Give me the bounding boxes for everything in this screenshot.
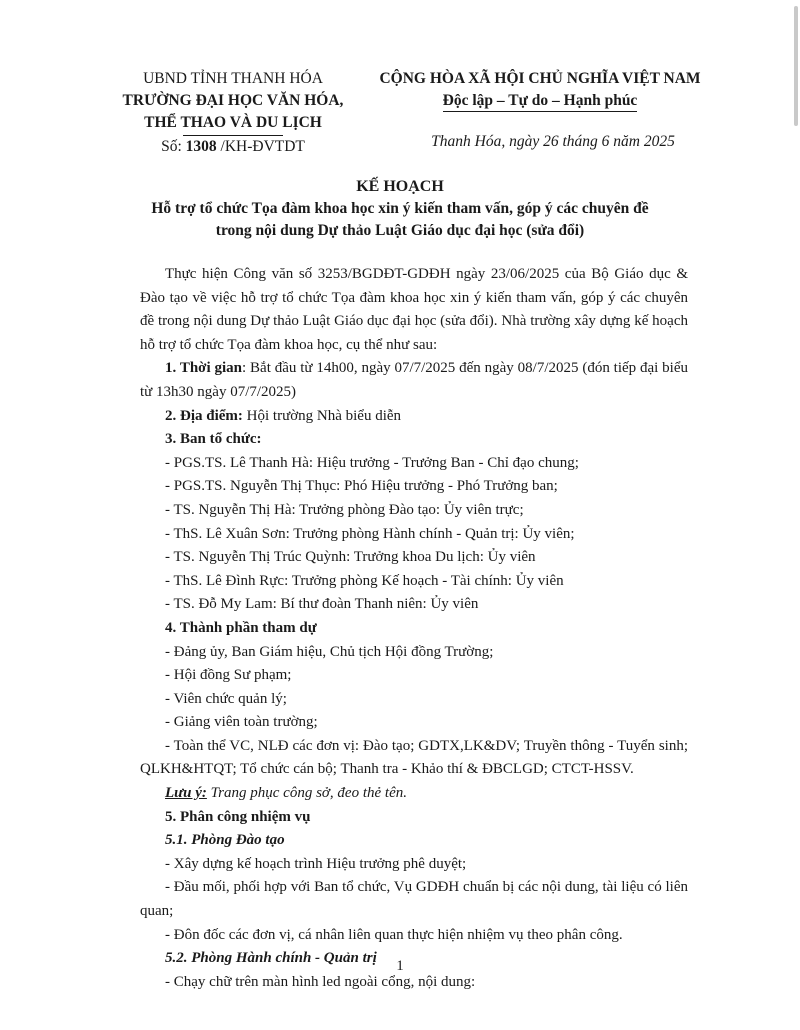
title-main: KẾ HOẠCH (356, 178, 444, 195)
assignment-sub-heading: 5.2. Phòng Hành chính - Quản trị (165, 950, 377, 967)
committee-member: - PGS.TS. Nguyễn Thị Thục: Phó Hiệu trưởng - Phó Trưởng ban; (165, 478, 558, 495)
committee-member: - ThS. Lê Xuân Sơn: Trưởng phòng Hành chính - Quản trị: Ủy viên; (165, 525, 575, 542)
participant-item: - Toàn thể VC, NLĐ các đơn vị: Đào tạo; GDTX,LK&DV; Truyền thông - Tuyển sinh; QLKH&HTQT; Tổ chức cán bộ; Thanh tra - Khảo thí & ĐBCLGD; CTCT-HSSV. (140, 737, 688, 778)
title-sub-line1: Hỗ trợ tổ chức Tọa đàm khoa học xin ý kiến tham vấn, góp ý các chuyên đề (151, 200, 649, 217)
participants-heading: 4. Thành phần tham dự (165, 619, 317, 636)
assignment-item: - Chạy chữ trên màn hình led ngoài cổng, nội dung: (165, 973, 476, 990)
agency-name: UBND TỈNH THANH HÓA (143, 70, 323, 87)
participant-item: - Viên chức quản lý; (165, 690, 287, 707)
assignments-heading: 5. Phân công nhiệm vụ (165, 808, 311, 825)
national-heading (360, 68, 720, 112)
committee-member: - TS. Nguyễn Thị Hà: Trưởng phòng Đào tạo: Ủy viên trực; (165, 501, 524, 518)
intro-paragraph: Thực hiện Công văn số 3253/BGDĐT-GDĐH ngày 23/06/2025 của Bộ Giáo dục & Đào tạo về việc hỗ trợ tổ chức Tọa đàm khoa học xin ý kiến tham vấn, góp ý các chuyên đề trong nội dung Dự thảo Luật Giáo dục đại học (sửa đổi). Nhà trường xây dựng kế hoạch hỗ trợ tổ chức Tọa đàm khoa học, cụ thể như sau: (140, 266, 688, 353)
scrollbar[interactable] (794, 6, 798, 126)
national-motto: Độc lập – Tự do – Hạnh phúc (443, 91, 638, 112)
committee-member: - ThS. Lê Đình Rực: Trưởng phòng Kế hoạch - Tài chính: Ủy viên (165, 572, 564, 589)
school-name-line1: TRƯỜNG ĐẠI HỌC VĂN HÓA, (122, 92, 344, 109)
participant-item: - Hội đồng Sư phạm; (165, 667, 292, 684)
document-number: Số: 1308 /KH-ĐVTDT (161, 138, 305, 155)
participant-item: - Đảng ủy, Ban Giám hiệu, Chủ tịch Hội đồng Trường; (165, 643, 494, 660)
school-name-line2: THỂ THAO VÀ DU LỊCH (144, 114, 322, 131)
assignment-sub-heading: 5.1. Phòng Đào tạo (165, 832, 285, 849)
title-sub-line2: trong nội dung Dự thảo Luật Giáo dục đại học (sửa đổi) (215, 222, 585, 239)
dress-note: Lưu ý: Trang phục công sở, đeo thẻ tên. (165, 785, 407, 802)
assignment-item: - Xây dựng kế hoạch trình Hiệu trưởng phê duyệt; (165, 855, 467, 872)
country-name: CỘNG HÒA XÃ HỘI CHỦ NGHĨA VIỆT NAM (379, 70, 701, 87)
committee-member: - PGS.TS. Lê Thanh Hà: Hiệu trưởng - Trưởng Ban - Chỉ đạo chung; (165, 454, 579, 471)
issuer-block (118, 68, 348, 158)
document-title (90, 176, 710, 242)
page-number: 1 (396, 958, 404, 974)
committee-heading: 3. Ban tổ chức: (165, 431, 262, 448)
participant-item: - Giảng viên toàn trường; (165, 714, 318, 731)
issue-date: Thanh Hóa, ngày 26 tháng 6 năm 2025 (431, 133, 675, 150)
committee-member: - TS. Đỗ My Lam: Bí thư đoàn Thanh niên: Ủy viên (165, 596, 479, 613)
committee-member: - TS. Nguyễn Thị Trúc Quỳnh: Trưởng khoa Du lịch: Ủy viên (165, 549, 536, 566)
assignment-item: - Đôn đốc các đơn vị, cá nhân liên quan thực hiện nhiệm vụ theo phân công. (165, 926, 623, 943)
time-section: 1. Thời gian: Bắt đầu từ 14h00, ngày 07/7/2025 đến ngày 08/7/2025 (đón tiếp đại biểu từ 13h30 ngày 07/7/2025) (140, 360, 689, 400)
document-body (140, 263, 688, 994)
assignment-item: - Đầu mối, phối hợp với Ban tổ chức, Vụ GDĐH chuẩn bị các nội dung, tài liệu có liên quan; (140, 879, 688, 920)
place-section: 2. Địa điểm: Hội trường Nhà biểu diễn (165, 407, 402, 424)
